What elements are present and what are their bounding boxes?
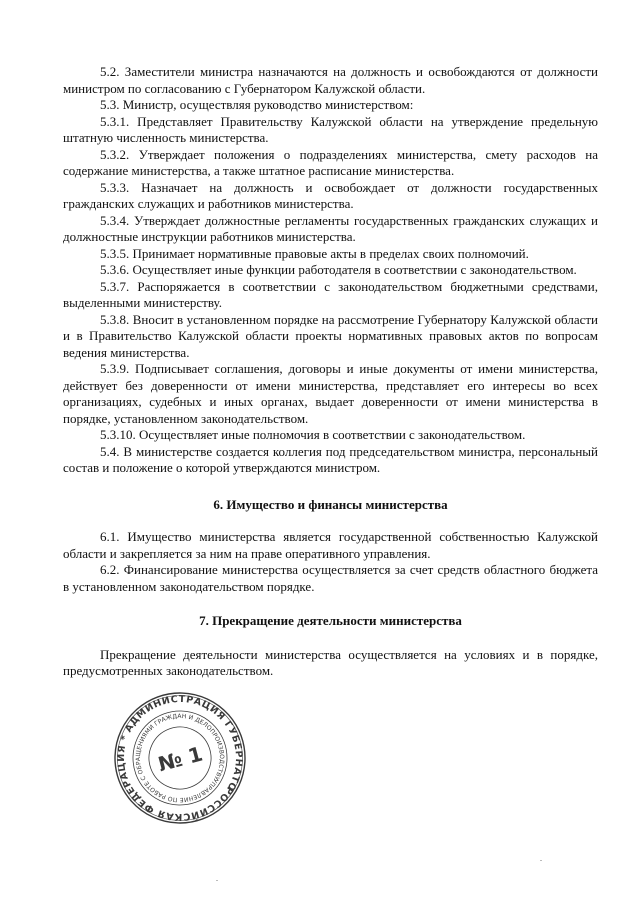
paragraph-5-2: 5.2. Заместители министра назначаются на должность и освобождаются от должности министром по согласованию с Губернатором Калужской области. [63, 64, 598, 96]
paragraph-6-2: 6.2. Финансирование министерства осуществляется за счет средств областного бюджета в установленном законодательством порядке. [63, 562, 598, 594]
paragraph-5-3-8: 5.3.8. Вносит в установленном порядке на рассмотрение Губернатору Калужской области и в Правительство Калужской области проекты нормативных правовых актов по вопросам ведения министерства. [63, 311, 598, 360]
stamp-outer-text: РОССИЙСКАЯ ФЕДЕРАЦИЯ * АДМИНИСТРАЦИЯ ГУБЕРНАТОРА [115, 693, 245, 823]
official-seal-stamp [112, 690, 248, 826]
paragraph-7-1: Прекращение деятельности министерства осуществляется на условиях и в порядке, предусмотренных законодательством. [63, 646, 598, 678]
document-body [63, 64, 598, 680]
paragraph-5-3-10: 5.3.10. Осуществляет иные полномочия в соответствии с законодательством. [100, 427, 526, 442]
paragraph-5-3-5: 5.3.5. Принимает нормативные правовые акты в пределах своих полномочий. [100, 245, 529, 261]
paragraph-5-3-2: 5.3.2. Утверждает положения о подразделениях министерства, смету расходов на содержание министерства, а также штатное расписание министерства. [63, 146, 598, 178]
paragraph-5-4: 5.4. В министерстве создается коллегия под председательством министра, персональный состав и положение о которой утверждаются министром. [63, 443, 598, 475]
paragraph-5-3-7: 5.3.7. Распоряжается в соответствии с законодательством бюджетными средствами, выделенными министерству. [63, 278, 598, 310]
paragraph-5-3-6: 5.3.6. Осуществляет иные функции работодателя в соответствии с законодательством. [100, 262, 577, 277]
section-6-heading: 6. Имущество и финансы министерства [213, 496, 448, 512]
paragraph-5-3-9: 5.3.9. Подписывает соглашения, договоры и иные документы от имени министерства, действует без доверенности от имени министерства, представляет его интересы во всех организациях, судебных и иных органах, выдает доверенности от имени министерства в порядке, установленном законодательством. [63, 361, 598, 426]
paragraph-5-3-4: 5.3.4. Утверждает должностные регламенты государственных гражданских служащих и должностные инструкции работников министерства. [63, 212, 598, 244]
paragraph-6-1: 6.1. Имущество министерства является государственной собственностью Калужской области и закрепляется за ним на праве оперативного управления. [63, 529, 598, 561]
paragraph-5-3: 5.3. Министр, осуществляя руководство министерством: [100, 97, 414, 112]
stamp-number: № 1 [155, 741, 206, 777]
paragraph-5-3-3: 5.3.3. Назначает на должность и освобождает от должности государственных гражданских служащих и работников министерства. [63, 179, 598, 211]
paragraph-5-3-1: 5.3.1. Представляет Правительству Калужской области на утверждение предельную штатную численность министерства. [63, 113, 598, 145]
section-7-heading: 7. Прекращение деятельности министерства [199, 613, 462, 628]
scan-speck [540, 860, 542, 861]
stamp-inner-text: УПРАВЛЕНИЕ ПО РАБОТЕ С ОБРАЩЕНИЯМИ ГРАЖДАН И ДЕЛОПРОИЗВОДСТВУ [134, 712, 226, 804]
scan-speck [216, 880, 218, 881]
